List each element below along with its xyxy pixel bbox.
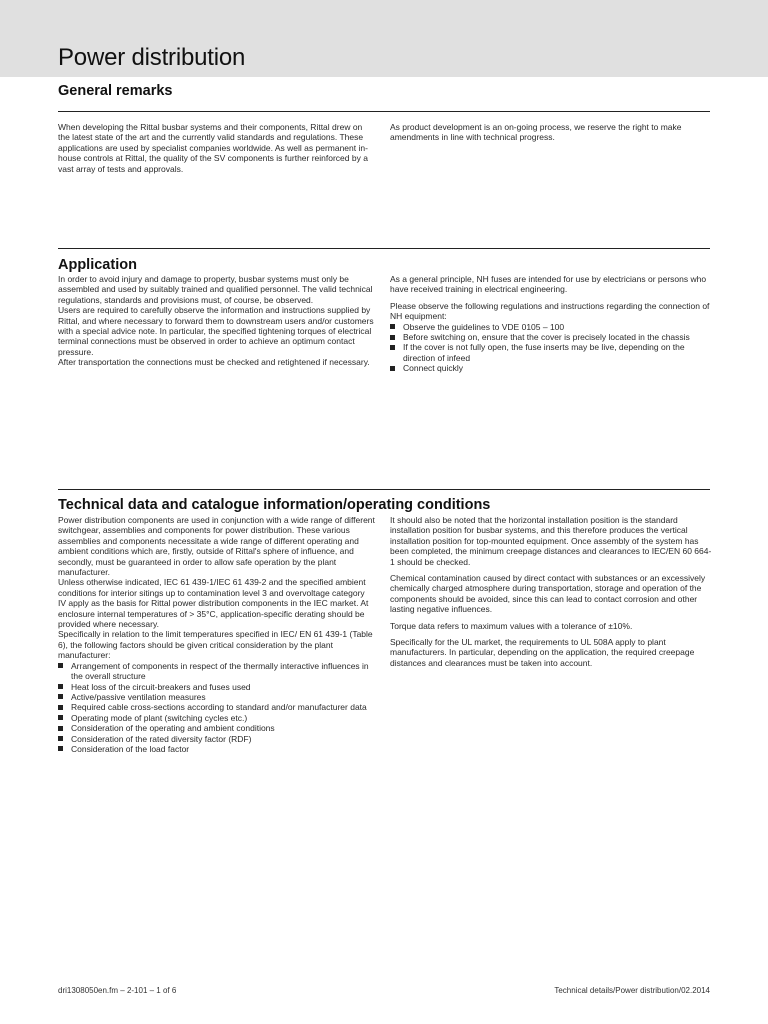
technical-paragraph: Unless otherwise indicated, IEC 61 439-1/IEC 61 439-2 and the specified ambient conditions for interior sitings up to contamination level 3 and overvoltage category IV apply as the basis for Rittal power distribution components in the IEC market. At enclosure internal temperatures of > 35°C, application-specific derating should be provided where necessary. (58, 577, 369, 630)
technical-data-heading: Technical data and catalogue information/operating conditions (58, 497, 491, 513)
nh-instructions-list (390, 322, 712, 374)
footer-document-reference: dri1308050en.fm – 2-101 – 1 of 6 (58, 986, 177, 995)
technical-paragraph: Specifically in relation to the limit temperatures specified in IEC/ EN 61 439-1 (Table 6), the following factors should be given critical consideration by the plant manufacturer: (58, 629, 373, 661)
list-item-text: Operating mode of plant (switching cycles etc.) (71, 712, 248, 723)
technical-paragraph: Chemical contamination caused by direct contact with substances or an excessively chemically charged atmosphere during transportation, storage and operation of the components should be avoided, since this can lead to contact corrosion and other lasting negative influences. (390, 573, 706, 615)
square-bullet-icon (58, 715, 63, 720)
application-heading: Application (58, 257, 137, 273)
list-item-text: Observe the guidelines to VDE 0105 – 100 (403, 321, 565, 332)
critical-factors-list (58, 661, 375, 755)
square-bullet-icon (58, 694, 63, 699)
list-item (58, 702, 375, 712)
square-bullet-icon (58, 684, 63, 689)
square-bullet-icon (58, 663, 63, 668)
list-item (390, 342, 712, 363)
list-item-text: Consideration of the rated diversity factor (RDF) (71, 733, 252, 744)
list-item (58, 723, 375, 733)
list-item (58, 713, 375, 723)
list-item-text: Connect quickly (403, 363, 464, 374)
section-divider (58, 489, 710, 490)
application-paragraph: Users are required to carefully observe the information and instructions supplied by Rittal, and where necessary to forward them to downstream users and/or customers with a special advice note. In particular, the specified tightening torques of electrical terminal connections must be observed in order to achieve an optimum contact pressure. (58, 305, 374, 357)
list-item (58, 734, 375, 744)
general-remarks-heading: General remarks (58, 83, 173, 99)
technical-data-right-column (390, 515, 712, 668)
application-paragraph: As a general principle, NH fuses are intended for use by electricians or persons who have received training in electrical engineering. (390, 274, 707, 295)
technical-paragraph: Torque data refers to maximum values with a tolerance of ±10%. (390, 620, 633, 631)
section-divider (58, 111, 710, 112)
list-item-text: Arrangement of components in respect of the thermally interactive influences in the overall structure (71, 660, 369, 682)
square-bullet-icon (58, 705, 63, 710)
technical-paragraph: Specifically for the UL market, the requirements to UL 508A apply to plant manufacturers. In particular, depending on the application, the required creepage distances and clearances must be taken into account. (390, 637, 695, 668)
application-left-column (58, 274, 375, 368)
application-paragraph: Please observe the following regulations and instructions regarding the connection of NH equipment: (390, 300, 710, 322)
square-bullet-icon (58, 736, 63, 741)
list-item (58, 744, 375, 754)
list-item (58, 682, 375, 692)
list-item (58, 661, 375, 682)
square-bullet-icon (58, 746, 63, 751)
list-item-text: If the cover is not fully open, the fuse inserts may be live, depending on the direction of infeed (403, 342, 685, 363)
list-item-text: Heat loss of the circuit-breakers and fuses used (71, 681, 251, 692)
application-paragraph: After transportation the connections must be checked and retightened if necessary. (58, 357, 370, 368)
list-item (390, 363, 712, 373)
list-item-text: Consideration of the operating and ambient conditions (71, 723, 275, 734)
square-bullet-icon (390, 324, 395, 329)
general-remarks-left-column (58, 122, 375, 174)
list-item (390, 322, 712, 332)
list-item-text: Consideration of the load factor (71, 743, 190, 754)
general-remarks-paragraph: When developing the Rittal busbar systems and their components, Rittal drew on the latest state of the art and the currently valid standards and regulations. These applications are used by specialist companies worldwide. As well as permanent in-house controls at Rittal, the quality of the SV components is further reinforced by a vast array of tests and approvals. (58, 122, 368, 174)
list-item-text: Before switching on, ensure that the cover is precisely located in the chassis (403, 332, 690, 343)
technical-paragraph: It should also be noted that the horizontal installation position is the standard installation position for busbar systems, and this therefore produces the vertical installation position for top-mounted equipment. Once assembly of the system has been completed, the minimum creepage distances and clearances to IEC/EN 60 664-1 should be checked. (390, 515, 712, 567)
square-bullet-icon (390, 335, 395, 340)
list-item (58, 692, 375, 702)
technical-paragraph: Power distribution components are used in conjunction with a wide range of different switchgear, assemblies and components for power distribution. These various assemblies and components necessitate a wide range of different operating and ambient conditions which are, firstly, outside of Rittal's sphere of influence, and secondly, must be guaranteed in order to allow safe operation by the plant manufacturer. (58, 515, 375, 578)
list-item (390, 332, 712, 342)
section-divider (58, 248, 710, 249)
application-paragraph: In order to avoid injury and damage to property, busbar systems must only be assembled and used by suitably trained and qualified personnel. The valid technical regulations, standards and provisions must, of course, be observed. (58, 274, 373, 305)
footer-document-title: Technical details/Power distribution/02.2014 (554, 986, 710, 995)
technical-data-left-column (58, 515, 375, 754)
square-bullet-icon (390, 366, 395, 371)
square-bullet-icon (58, 726, 63, 731)
application-right-column (390, 274, 712, 374)
general-remarks-right-column (390, 122, 712, 143)
list-item-text: Active/passive ventilation measures (71, 691, 206, 702)
square-bullet-icon (390, 345, 395, 350)
page-title: Power distribution (58, 44, 246, 71)
general-remarks-paragraph: As product development is an on-going process, we reserve the right to make amendments in line with technical progress. (390, 122, 682, 143)
list-item-text: Required cable cross-sections according to standard and/or manufacturer data (71, 702, 367, 713)
